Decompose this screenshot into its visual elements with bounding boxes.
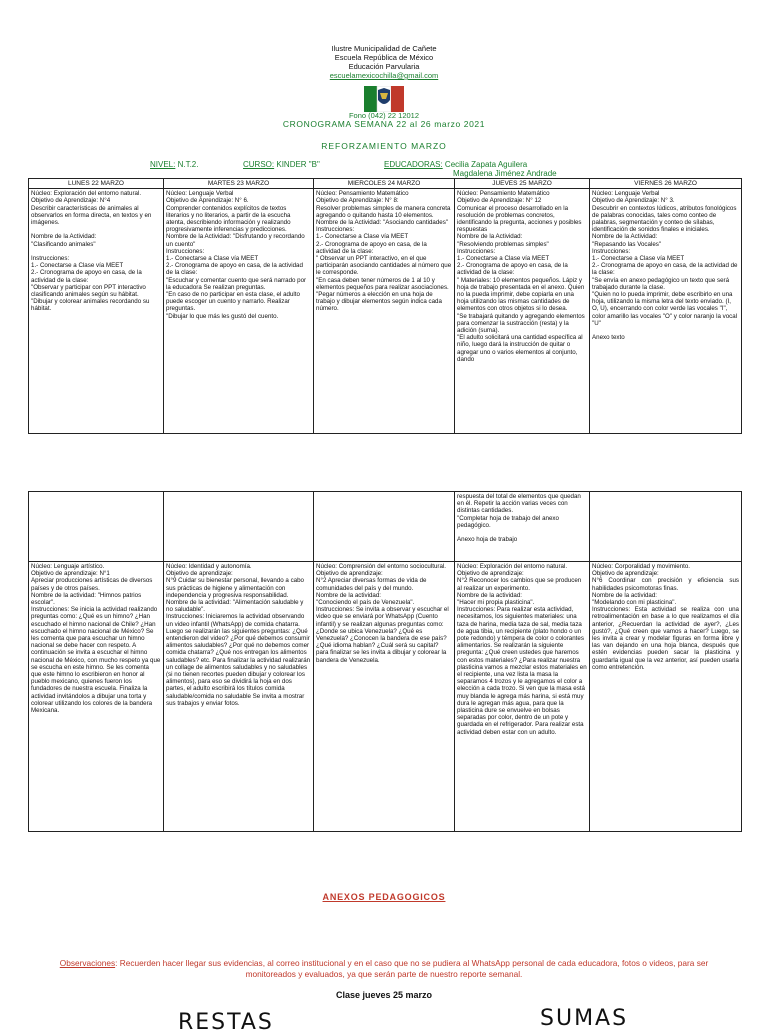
activity-text: Núcleo: Identidad y autonomía. Objetivo de aprendizaje: N°9 Cuidar su bienestar personal, llevando a cabo sus prácticas de higiene y alimentación con independencia y progresiva responsabilidad. Nombre de la actividad: "Alimentación saludable y no saludable". Instrucciones: Iniciaremos la actividad observando un video infantil (WhatsApp) de comida chatarra. Luego se realizarán las siguientes preguntas: ¿Qué entendieron del video? ¿Por qué debemos consumir alimentos saludables? ¿Por qué no debemos comer comida chatarra? ¿Qué nos entregan los alimentos saludables? etc. Para finalizar la actividad realizarán un collage de alimentos saludables y no saludables (si no tienen recortes pueden dibujar y colorear los alimentos), para eso se dividirá la hoja en dos partes, el adulto escribirá los títulos comida saludable/comida no saludable Se invita a mostrar sus trabajos y enviar fotos. [166,563,311,707]
educadoras-field [384,160,527,169]
observaciones-label: Observaciones [59,958,116,968]
observaciones-text: : Recuerden hacer llegar sus evidencias, al correo institucional y en el caso que no se pudiera al WhatsApp personal de cada educadora, fotos o videos, para ser monitoreados y evaluados, ya que serán parte de nuestro reporte semanal. [115,958,709,979]
activity-text: Núcleo: Pensamiento Matemático Objetivo de Aprendizaje: N° 12 Comunicar el proceso desarrollado en la resolución de problemas concretos, identificando la pregunta, acciones y posibles respuestas Nombre de la Actividad: "Resolviendo problemas simples" Instrucciones: 1.- Conectarse a Clase vía MEET 2.- Cronograma de apoyo en casa, de la actividad de la clase: " Materiales: 10 elementos pequeños. Lápiz y hoja de trabajo presentada en el anexo. Quien no la pueda imprimir, debe copiarla en una hoja utilizando las mismas cantidades de elementos con otros objetos si lo desea. "Se trabajará quitando y agregando elementos para comenzar la sustracción (resta) y la adición (suma). "El adulto solicitará una cantidad específica al niño, luego dará la instrucción de quitar o agregar uno o varios elementos al conjunto, dando [457,190,585,363]
activity-text: Núcleo: Lenguaje Verbal Objetivo de Aprendizaje: N° 6. Comprender contenidos explícitos de textos literarios y no literarios, a partir de la escucha atenta, describiendo información y realizando progresivamente inferencias y predicciones. Nombre de la Actividad: "Disfrutando y recordando un cuento" Instrucciones: 1.- Conectarse a Clase vía MEET 2.- Cronograma de apoyo en casa, de la actividad de la clase: "Escuchar y comentar cuento que será narrado por la educadora Se realizan preguntas. "En caso de no participar en esta clase, el adulto puede escoger un cuento y narrarlo. Realizar preguntas. "Dibujar lo que más les gustó del cuento. [166,190,307,320]
continuation-cell [314,492,455,562]
observaciones-note [40,958,728,980]
sumas-heading: SUMAS [540,1006,629,1031]
activity-cell [29,562,164,832]
activity-cell [590,562,742,832]
activity-cell [164,562,314,832]
activity-text: Núcleo: Comprensión del entorno sociocultural. Objetivo de aprendizaje: N°2 Apreciar diversas formas de vida de comunidades del país y del mundo. Nombre de la actividad: "Conociendo el país de Venezuela". Instrucciones: Se invita a observar y escuchar el video que se enviará por WhatsApp (Cuento infantil) y se realizan algunas preguntas como: ¿Donde se ubica Venezuela? ¿Qué es Venezuela? ¿Conocen la bandera de ese país? ¿Qué idioma hablan? ¿Cuál será su capital? para finalizar se les invita a dibujar y colorear la bandera de Venezuela. [316,563,449,664]
continuation-text: respuesta del total de elementos que quedan en él. Repetir la acción varias veces con distintas cantidades. "Completar hoja de trabajo del anexo pedagógico. Anexo hoja de trabajo [457,493,581,544]
schedule-table-continued [28,491,742,832]
day-header: LUNES 22 MARZO [29,179,164,189]
nivel-field [150,160,198,169]
activity-cell [29,189,164,434]
continuation-cell [590,492,742,562]
continuation-text [316,493,452,559]
email-link[interactable]: escuelamexicochilla@gmail.com [329,71,439,80]
department-line: Educación Parvularia [348,62,420,71]
table-row [29,189,742,434]
activity-text: Núcleo: Lenguaje artístico. Objetivo de aprendizaje: N°1 Apreciar producciones artísticas de diversos países y de otros países. Nombre de la actividad: "Himnos patrios escolar". Instrucciones: Se inicia la actividad realizando preguntas como: ¿Qué es un himno? ¿Han escuchado el himno nacional de Chile? ¿Han escuchado el himno nacional de México? Se les comenta que para escuchar un himno nacional se debe hacer con respeto. A continuación se invita a escuchar el himno nacional de México, con mucho respeto ya que se escucha en este himno. Se les comenta que este himno lo escribieron en honor al pueblo mexicano, quienes fueron los fundadores de nuestra escuela. Finaliza la actividad invitándolos a dibujar una torta y colorear utilizando los colores de la bandera Mexicana. [31,563,161,715]
continuation-text [31,493,161,559]
cronograma-title: CRONOGRAMA SEMANA 22 al 26 marzo 2021 [282,119,486,129]
educadora-1: Cecilia Zapata Aguilera [444,160,528,169]
table-row [29,562,742,832]
table-header-row [29,179,742,189]
nivel-label: NIVEL: [150,160,176,169]
activity-cell [455,562,590,832]
activity-text: Núcleo: Pensamiento Matemático Objetivo de Aprendizaje: N° 8: Resolver problemas simples de manera concreta agregando o quitando hasta 10 elementos. Nombre de la Actividad: "Asociando cantidades" Instrucciones: 1.- Conectarse a Clase vía MEET 2.- Cronograma de apoyo en casa, de la actividad de la clase: " Observar un PPT interactivo, en el que participarán asociando cantidades al número que le corresponde. "En casa deben tener números de 1 al 10 y elementos pequeños para realizar asociaciones. "Pegar números a elección en una hoja de trabajo y dibujar elementos según indica cada número. [316,190,452,313]
clase-title: Clase jueves 25 marzo [335,990,433,1000]
activity-text: Núcleo: Corporalidad y movimiento. Objetivo de aprendizaje: N°6 Coordinar con precisión y eficiencia sus habilidades psicomotoras finas. Nombre de la actividad: "Modelando con mi plasticina". Instrucciones: Esta actividad se realiza con una retroalimentación en base a lo que realizamos el día anterior, ¿Recuerdan la actividad de ayer?, ¿Les gustó?, ¿Qué creen que vamos a hacer? Luego, se les invita a crear y modelar figuras en forma libre y las van dejando en una hoja blanca, después que estén evidencias pueden sacar la plasticina y guardarla igual que la vez anterior, así pueden usarla como entretención. [592,563,739,671]
educadoras-label: EDUCADORAS: [384,160,443,169]
day-header: MARTES 23 MARZO [164,179,314,189]
continuation-cell [455,492,590,562]
school-name: Escuela República de México [334,53,434,62]
activity-text: Núcleo: Lenguaje Verbal Objetivo de Aprendizaje: N° 3. Descubrir en contextos lúdicos, atributos fonológicos de palabras conocidas, tales como conteo de palabras, segmentación y conteo de sílabas, identificación de sonidos finales e iniciales. Nombre de la Actividad: "Repasando las Vocales" Instrucciones: 1.- Conectarse a Clase vía MEET 2.- Cronograma de apoyo en casa, de la actividad de la clase: "Se envía en anexo pedagógico un texto que será trabajado durante la clase. "Quien no lo pueda imprimir, debe escribirlo en una hoja, utilizando la misma letra del texto enviado. (I, O, U), encerrando con color verde las vocales "I", color amarillo las vocales "O" y color naranjo la vocal "U" Anexo texto [592,190,738,342]
activity-cell [590,189,742,434]
activity-cell [455,189,590,434]
anexos-title: ANEXOS PEDAGOGICOS [322,892,446,902]
continuation-cell [29,492,164,562]
day-header: MIERCOLES 24 MARZO [314,179,455,189]
day-header: JUEVES 25 MARZO [455,179,590,189]
curso-label: CURSO: [243,160,275,169]
restas-heading: RESTAS [178,1010,274,1035]
reforzamiento-title: REFORZAMIENTO MARZO [321,141,447,151]
continuation-text [592,493,739,559]
phone-line: Fono (042) 22 12012 [348,111,420,120]
school-header [0,44,768,80]
continuation-cell [164,492,314,562]
table-row [29,492,742,562]
educadora-2: Magdalena Jiménez Andrade [453,169,557,178]
activity-cell [164,189,314,434]
schedule-header [0,112,768,128]
continuation-text [166,493,311,559]
activity-text: Núcleo: Exploración del entorno natural. Objetivo de Aprendizaje: N°4 Describir características de animales al observarlos en forma directa, en textos y en imágenes. Nombre de la Actividad: "Clasificando animales" Instrucciones: 1.- Conectarse a Clase vía MEET 2.- Cronograma de apoyo en casa, de la actividad de la clase: "Observar y participar con PPT interactivo clasificando animales según su hábitat. "Dibujar y colorear animales recordando su hábitat. [31,190,152,313]
day-header: VIERNES 26 MARZO [590,179,742,189]
activity-cell [314,189,455,434]
school-logo-icon [364,86,404,112]
activity-cell [314,562,455,832]
activity-text: Núcleo: Exploración del entorno natural. Objetivo de aprendizaje: N°2 Reconocer los cambios que se producen al realizar un experimento. Nombre de la actividad: "Hacer mi propia plasticina". Instrucciones: Para realizar esta actividad, necesitamos, los siguientes materiales: una taza de harina, media taza de sal, media taza de agua tibia, un recipiente (plato hondo o un pote redondo) y témpera de color o colorantes alimentarios. Se realizarán la siguiente pregunta: ¿Qué creen ustedes que haremos con estos materiales? ¿Para realizar nuestra plasticina vamos a mezclar estos materiales en el recipiente, una vez lista la masa la separamos 4 trozos y le agregamos el color a elección a cada trozo. Si ven que la masa está muy blanda le agrega más harina, si está muy dura le agregan más agua, para que la plasticina dure se envuelve en bolsas separadas por color, dentro de un pote y guardada en el refrigerador. Para realizar esta actividad deben estar con un adulto. [457,563,587,736]
municipality-line: Ilustre Municipalidad de Cañete [331,44,437,53]
curso-value: KINDER "B" [276,160,320,169]
schedule-table-week [28,178,742,434]
curso-field [243,160,320,169]
nivel-value: N.T.2. [177,160,199,169]
